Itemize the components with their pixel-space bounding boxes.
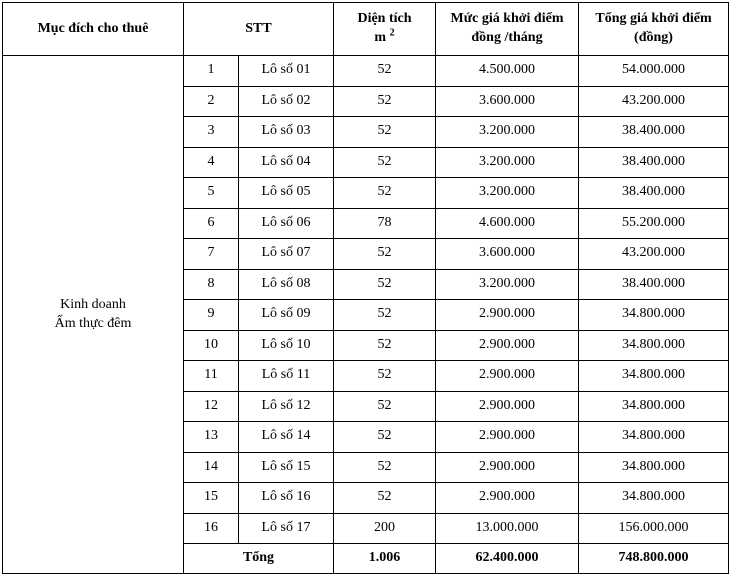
header-area-line1: Diện tích — [357, 11, 412, 27]
table-row — [3, 56, 729, 87]
cell-stt: 1 — [184, 56, 239, 87]
cell-lot: Lô số 03 — [239, 117, 334, 148]
header-area-line2 — [336, 29, 433, 48]
table-header — [3, 3, 729, 56]
cell-lot: Lô số 16 — [239, 483, 334, 514]
header-starting-price — [436, 3, 579, 56]
total-label-cell: Tổng — [184, 544, 334, 574]
cell-price: 3.200.000 — [436, 117, 579, 148]
cell-price: 4.500.000 — [436, 56, 579, 87]
header-price-line1: Mức giá khởi điểm — [450, 11, 564, 27]
cell-lot: Lô số 17 — [239, 513, 334, 544]
cell-area: 78 — [334, 208, 436, 239]
cell-price: 13.000.000 — [436, 513, 579, 544]
total-amount-cell: 748.800.000 — [579, 544, 729, 574]
cell-stt: 11 — [184, 361, 239, 392]
cell-stt: 10 — [184, 330, 239, 361]
cell-lot: Lô số 02 — [239, 86, 334, 117]
cell-price: 2.900.000 — [436, 422, 579, 453]
header-stt: STT — [184, 3, 334, 56]
cell-price: 3.200.000 — [436, 147, 579, 178]
cell-total: 38.400.000 — [579, 269, 729, 300]
cell-area: 52 — [334, 86, 436, 117]
purpose-line-1: Kinh doanh — [60, 296, 126, 312]
cell-lot: Lô số 11 — [239, 361, 334, 392]
cell-lot: Lô số 15 — [239, 452, 334, 483]
cell-stt: 5 — [184, 178, 239, 209]
cell-total: 34.800.000 — [579, 452, 729, 483]
cell-price: 2.900.000 — [436, 391, 579, 422]
purpose-line-2: Ẩm thực đêm — [54, 315, 132, 331]
cell-total: 38.400.000 — [579, 147, 729, 178]
cell-area: 52 — [334, 117, 436, 148]
header-total-line2: (đồng) — [634, 30, 673, 45]
header-area — [334, 3, 436, 56]
cell-area: 52 — [334, 391, 436, 422]
cell-lot: Lô số 06 — [239, 208, 334, 239]
cell-total: 34.800.000 — [579, 300, 729, 331]
cell-lot: Lô số 10 — [239, 330, 334, 361]
total-area-cell: 1.006 — [334, 544, 436, 574]
cell-stt: 6 — [184, 208, 239, 239]
cell-stt: 14 — [184, 452, 239, 483]
cell-total: 38.400.000 — [579, 117, 729, 148]
area-unit-exponent: 2 — [389, 27, 395, 39]
cell-lot: Lô số 14 — [239, 422, 334, 453]
cell-stt: 15 — [184, 483, 239, 514]
cell-total: 34.800.000 — [579, 422, 729, 453]
cell-stt: 16 — [184, 513, 239, 544]
header-purpose: Mục đích cho thuê — [3, 3, 184, 56]
cell-area: 52 — [334, 147, 436, 178]
cell-lot: Lô số 09 — [239, 300, 334, 331]
cell-total: 34.800.000 — [579, 361, 729, 392]
cell-area: 52 — [334, 452, 436, 483]
cell-lot: Lô số 04 — [239, 147, 334, 178]
cell-price: 2.900.000 — [436, 361, 579, 392]
cell-price: 2.900.000 — [436, 330, 579, 361]
cell-area: 52 — [334, 178, 436, 209]
cell-price: 2.900.000 — [436, 452, 579, 483]
cell-stt: 12 — [184, 391, 239, 422]
cell-area: 52 — [334, 269, 436, 300]
cell-area: 52 — [334, 239, 436, 270]
cell-total: 43.200.000 — [579, 239, 729, 270]
cell-total: 34.800.000 — [579, 483, 729, 514]
cell-price: 3.200.000 — [436, 178, 579, 209]
cell-area: 52 — [334, 300, 436, 331]
cell-stt: 3 — [184, 117, 239, 148]
cell-stt: 7 — [184, 239, 239, 270]
cell-total: 55.200.000 — [579, 208, 729, 239]
cell-lot: Lô số 01 — [239, 56, 334, 87]
cell-area: 52 — [334, 422, 436, 453]
cell-total: 34.800.000 — [579, 391, 729, 422]
cell-total: 34.800.000 — [579, 330, 729, 361]
header-total-price — [579, 3, 729, 56]
area-unit: m — [374, 30, 387, 45]
cell-stt: 13 — [184, 422, 239, 453]
cell-price: 4.600.000 — [436, 208, 579, 239]
purpose-cell — [3, 56, 184, 574]
cell-area: 52 — [334, 483, 436, 514]
cell-total: 156.000.000 — [579, 513, 729, 544]
cell-lot: Lô số 08 — [239, 269, 334, 300]
cell-area: 52 — [334, 56, 436, 87]
cell-stt: 4 — [184, 147, 239, 178]
cell-stt: 2 — [184, 86, 239, 117]
header-total-line1: Tổng giá khởi điểm — [595, 11, 712, 27]
cell-price: 3.600.000 — [436, 239, 579, 270]
cell-area: 52 — [334, 330, 436, 361]
cell-price: 3.200.000 — [436, 269, 579, 300]
cell-price: 3.600.000 — [436, 86, 579, 117]
header-row — [3, 3, 729, 56]
cell-lot: Lô số 12 — [239, 391, 334, 422]
rental-price-table — [2, 2, 729, 574]
cell-total: 43.200.000 — [579, 86, 729, 117]
cell-price: 2.900.000 — [436, 300, 579, 331]
header-price-line2: đồng /tháng — [471, 30, 543, 45]
cell-area: 52 — [334, 361, 436, 392]
cell-lot: Lô số 05 — [239, 178, 334, 209]
total-price-cell: 62.400.000 — [436, 544, 579, 574]
cell-lot: Lô số 07 — [239, 239, 334, 270]
cell-stt: 8 — [184, 269, 239, 300]
cell-total: 38.400.000 — [579, 178, 729, 209]
table-body — [3, 56, 729, 574]
cell-area: 200 — [334, 513, 436, 544]
cell-total: 54.000.000 — [579, 56, 729, 87]
cell-stt: 9 — [184, 300, 239, 331]
cell-price: 2.900.000 — [436, 483, 579, 514]
